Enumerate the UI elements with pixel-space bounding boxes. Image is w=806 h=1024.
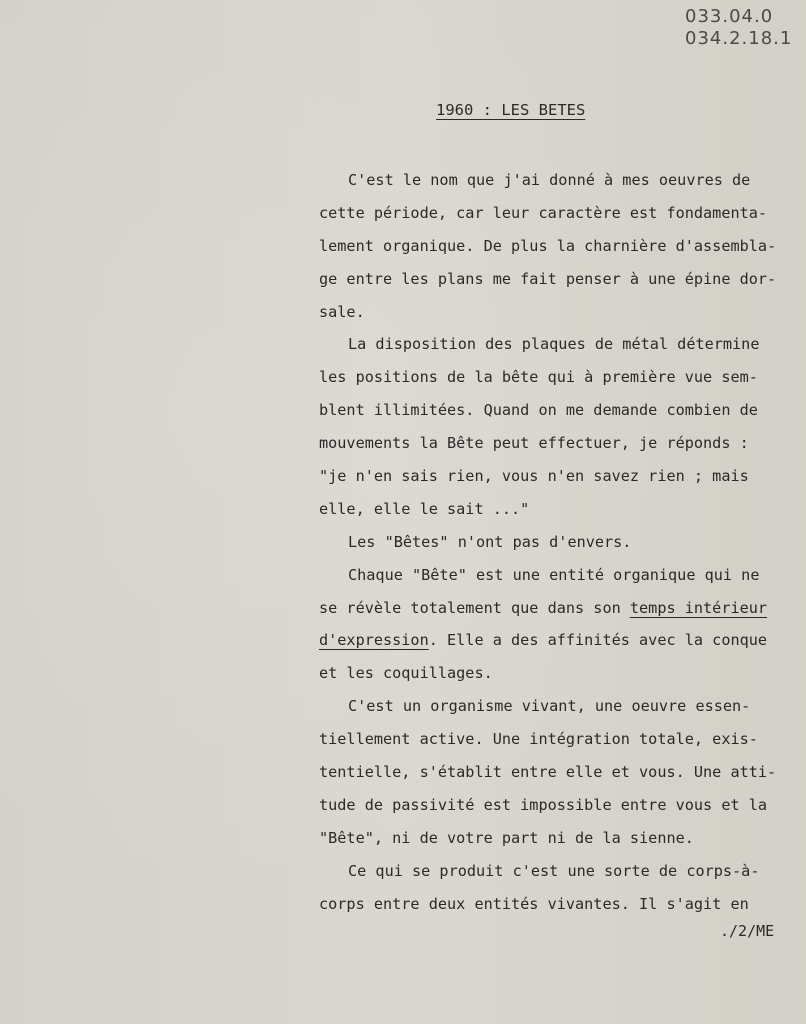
text-line: et les coquillages.: [319, 664, 493, 683]
text-line: les positions de la bête qui à première vue sem-: [319, 368, 758, 387]
text-line: "Bête", ni de votre part ni de la sienne.: [319, 828, 694, 847]
text-segment: . Elle a des affinités avec la conque: [428, 631, 768, 650]
text-line: blent illimitées. Quand on me demande combien de: [319, 401, 758, 420]
archive-number: 034.2.18.1: [685, 28, 793, 49]
text-line: Ce qui se produit c'est une sorte de corps-à-: [348, 861, 760, 880]
text-line: [319, 629, 804, 662]
text-line: cette période, car leur caractère est fondamenta-: [319, 203, 768, 222]
text-line: mouvements la Bête peut effectuer, je réponds :: [319, 434, 749, 453]
archive-number: 033.04.0: [685, 6, 774, 27]
text-line: corps entre deux entités vivantes. Il s'agit en: [319, 894, 749, 913]
text-line: "je n'en sais rien, vous n'en savez rien ; mais: [319, 467, 749, 486]
text-line: C'est le nom que j'ai donné à mes oeuvres de: [348, 171, 751, 189]
text-line: lement organique. De plus la charnière d'assembla-: [319, 236, 777, 255]
text-line: Les "Bêtes" n'ont pas d'envers.: [348, 532, 632, 551]
text-line: C'est un organisme vivant, une oeuvre essen-: [348, 697, 751, 716]
text-line: tude de passivité est impossible entre vous et la: [319, 795, 768, 814]
underlined-phrase: temps intérieur: [629, 598, 768, 617]
text-segment: se révèle totalement que dans son: [319, 598, 630, 617]
archive-reference-numbers: [685, 6, 792, 50]
text-line: tentielle, s'établit entre elle et vous. Une atti-: [319, 763, 777, 782]
text-line: [319, 597, 804, 630]
text-line: ge entre les plans me fait penser à une épine dor-: [319, 269, 777, 288]
body-text: [319, 169, 804, 925]
text-line: sale.: [319, 302, 365, 321]
text-line: La disposition des plaques de métal détermine: [348, 335, 760, 354]
text-line: elle, elle le sait ...": [319, 499, 530, 518]
text-line: Chaque "Bête" est une entité organique qui ne: [348, 565, 760, 584]
underlined-phrase: d'expression: [319, 631, 429, 650]
document-title: 1960 : LES BETES: [436, 101, 586, 119]
text-line: tiellement active. Une intégration totale, exis-: [319, 730, 758, 749]
page-continuation-marker: ./2/ME: [720, 922, 775, 940]
